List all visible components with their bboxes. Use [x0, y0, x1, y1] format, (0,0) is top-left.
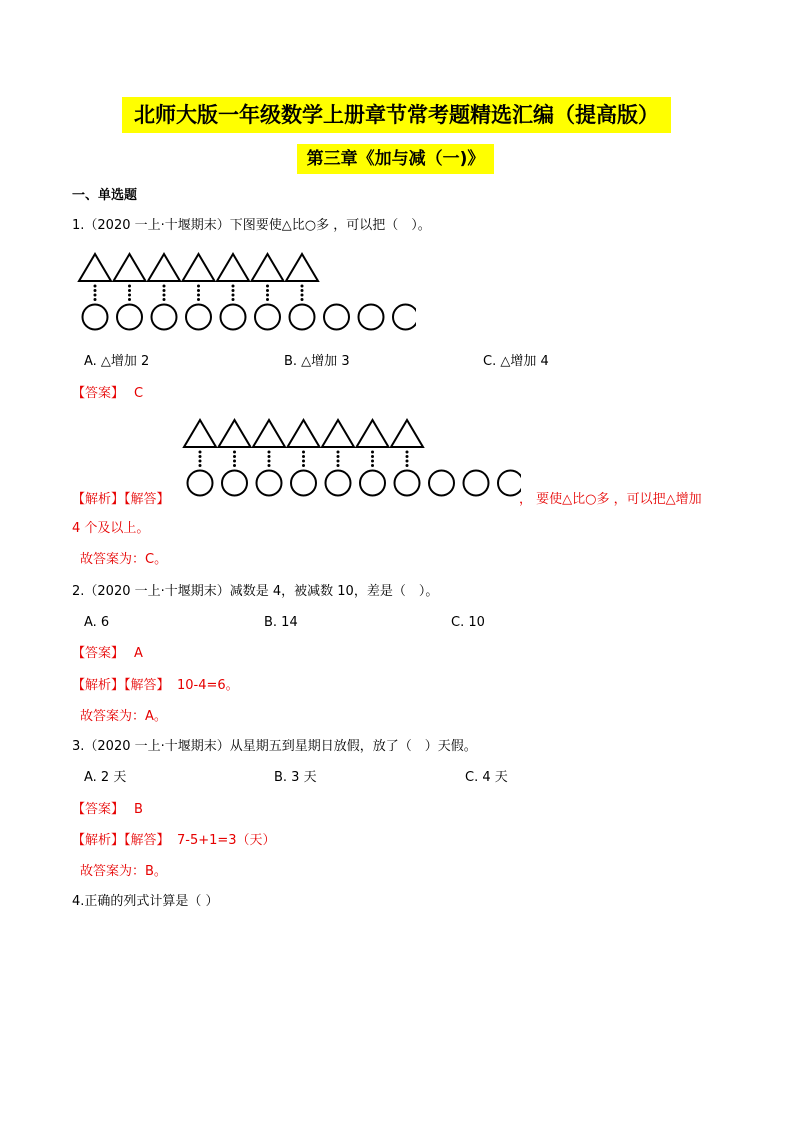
circle-shape [117, 305, 142, 330]
connector-dot [232, 294, 235, 297]
chapter-subtitle: 第三章《加与减（一)》 [297, 144, 494, 174]
question-2-stem: 2.（2020 一上·十堰期末）减数是 4，被减数 10，差是（ ）。 [72, 584, 439, 599]
connector-dot [301, 294, 304, 297]
connector-dot [233, 455, 236, 458]
circle-shape [360, 471, 385, 496]
circle-shape [359, 305, 384, 330]
connector-dot [163, 289, 166, 292]
connector-dot [337, 451, 340, 454]
connector-dot [406, 464, 409, 467]
question-2-option-c: C. 10 [451, 615, 485, 630]
triangle-shape [288, 420, 320, 447]
circle-shape [464, 471, 489, 496]
triangle-shape [79, 254, 111, 281]
triangle-shape [253, 420, 285, 447]
question-1-stem: 1.（2020 一上·十堰期末）下图要使△比○多 ，可以把（ ）。 [72, 218, 431, 233]
triangle-shape [219, 420, 251, 447]
connector-dot [233, 451, 236, 454]
question-2-conclusion: 故答案为：A。 [80, 709, 167, 724]
circle-shape [395, 471, 420, 496]
connector-dot [371, 464, 374, 467]
connector-dot [268, 464, 271, 467]
circle-shape [188, 471, 213, 496]
connector-dot [199, 451, 202, 454]
connector-dot [406, 451, 409, 454]
connector-dot [406, 455, 409, 458]
connector-dot [163, 294, 166, 297]
connector-dot [128, 289, 131, 292]
question-3-conclusion: 故答案为：B。 [80, 864, 167, 879]
connector-dot [337, 464, 340, 467]
circle-shape [186, 305, 211, 330]
connector-dot [197, 285, 200, 288]
question-1-analysis-continued: 4 个及以上。 [72, 521, 150, 536]
question-3-option-a: A. 2 天 [84, 770, 127, 785]
triangle-shape [217, 254, 249, 281]
connector-dot [337, 455, 340, 458]
connector-dot [199, 464, 202, 467]
connector-dot [197, 298, 200, 301]
triangle-shape [286, 254, 318, 281]
connector-dot [268, 460, 271, 463]
question-1-analysis: ， 要使△比○多 ，可以把△增加 [519, 492, 702, 507]
question-3-stem: 3.（2020 一上·十堰期末）从星期五到星期日放假，放了（ ）天假。 [72, 739, 477, 754]
question-1-answer: C [134, 386, 144, 401]
question-1-option-c: C. △增加 4 [483, 354, 549, 369]
question-3-analysis: 7-5+1=3（天） [177, 833, 276, 848]
connector-dot [266, 289, 269, 292]
question-3-option-b: B. 3 天 [274, 770, 317, 785]
connector-dot [371, 451, 374, 454]
connector-dot [128, 298, 131, 301]
triangle-shape [148, 254, 180, 281]
circle-shape [221, 305, 246, 330]
section-heading: 一、单选题 [72, 188, 138, 203]
connector-dot [197, 289, 200, 292]
connector-dot [233, 460, 236, 463]
question-2-option-b: B. 14 [264, 615, 298, 630]
connector-dot [371, 460, 374, 463]
question-4-stem: 4.正确的列式计算是（ ） [72, 894, 219, 909]
connector-dot [266, 285, 269, 288]
question-1-conclusion: 故答案为：C。 [80, 552, 168, 567]
connector-dot [266, 298, 269, 301]
connector-dot [301, 298, 304, 301]
connector-dot [232, 285, 235, 288]
question-1-analysis-label: 【解析】【解答】 [72, 492, 170, 507]
circle-shape [83, 305, 108, 330]
circle-shape [255, 305, 280, 330]
circle-shape [324, 305, 349, 330]
question-3-answer: B [134, 802, 143, 817]
connector-dot [406, 460, 409, 463]
connector-dot [302, 464, 305, 467]
circle-shape [222, 471, 247, 496]
question-1-option-b: B. △增加 3 [284, 354, 350, 369]
triangle-shape [252, 254, 284, 281]
question-2-answer: A [134, 646, 143, 661]
document-title: 北师大版一年级数学上册章节常考题精选汇编（提高版） [122, 97, 671, 133]
connector-dot [302, 451, 305, 454]
triangle-shape [391, 420, 423, 447]
connector-dot [232, 298, 235, 301]
connector-dot [266, 294, 269, 297]
question-1-option-a: A. △增加 2 [84, 354, 150, 369]
question-3-analysis-label: 【解析】【解答】 [72, 833, 170, 848]
question-2-option-a: A. 6 [84, 615, 110, 630]
connector-dot [301, 285, 304, 288]
connector-dot [94, 285, 97, 288]
connector-dot [268, 455, 271, 458]
connector-dot [94, 298, 97, 301]
triangle-shape [322, 420, 354, 447]
connector-dot [94, 294, 97, 297]
circle-shape [326, 471, 351, 496]
connector-dot [163, 298, 166, 301]
triangle-shape [357, 420, 389, 447]
question-3-option-c: C. 4 天 [465, 770, 508, 785]
connector-dot [128, 294, 131, 297]
connector-dot [233, 464, 236, 467]
question-2-answer-label: 【答案】 [72, 646, 125, 661]
connector-dot [337, 460, 340, 463]
connector-dot [301, 289, 304, 292]
connector-dot [199, 460, 202, 463]
connector-dot [94, 289, 97, 292]
connector-dot [197, 294, 200, 297]
connector-dot [268, 451, 271, 454]
q1-solution-shapes-figure [181, 416, 521, 500]
connector-dot [232, 289, 235, 292]
circle-shape [291, 471, 316, 496]
circle-shape [498, 471, 521, 496]
question-3-answer-label: 【答案】 [72, 802, 125, 817]
circle-shape [290, 305, 315, 330]
question-1-answer-label: 【答案】 [72, 386, 125, 401]
question-2-analysis-label: 【解析】【解答】 [72, 678, 170, 693]
connector-dot [199, 455, 202, 458]
connector-dot [302, 455, 305, 458]
circle-shape [257, 471, 282, 496]
circle-shape [393, 305, 416, 330]
triangle-shape [114, 254, 146, 281]
question-2-analysis: 10-4=6。 [177, 678, 239, 693]
connector-dot [128, 285, 131, 288]
connector-dot [371, 455, 374, 458]
connector-dot [302, 460, 305, 463]
connector-dot [163, 285, 166, 288]
triangle-shape [184, 420, 216, 447]
circle-shape [429, 471, 454, 496]
circle-shape [152, 305, 177, 330]
q1-shapes-figure [76, 250, 416, 334]
triangle-shape [183, 254, 215, 281]
